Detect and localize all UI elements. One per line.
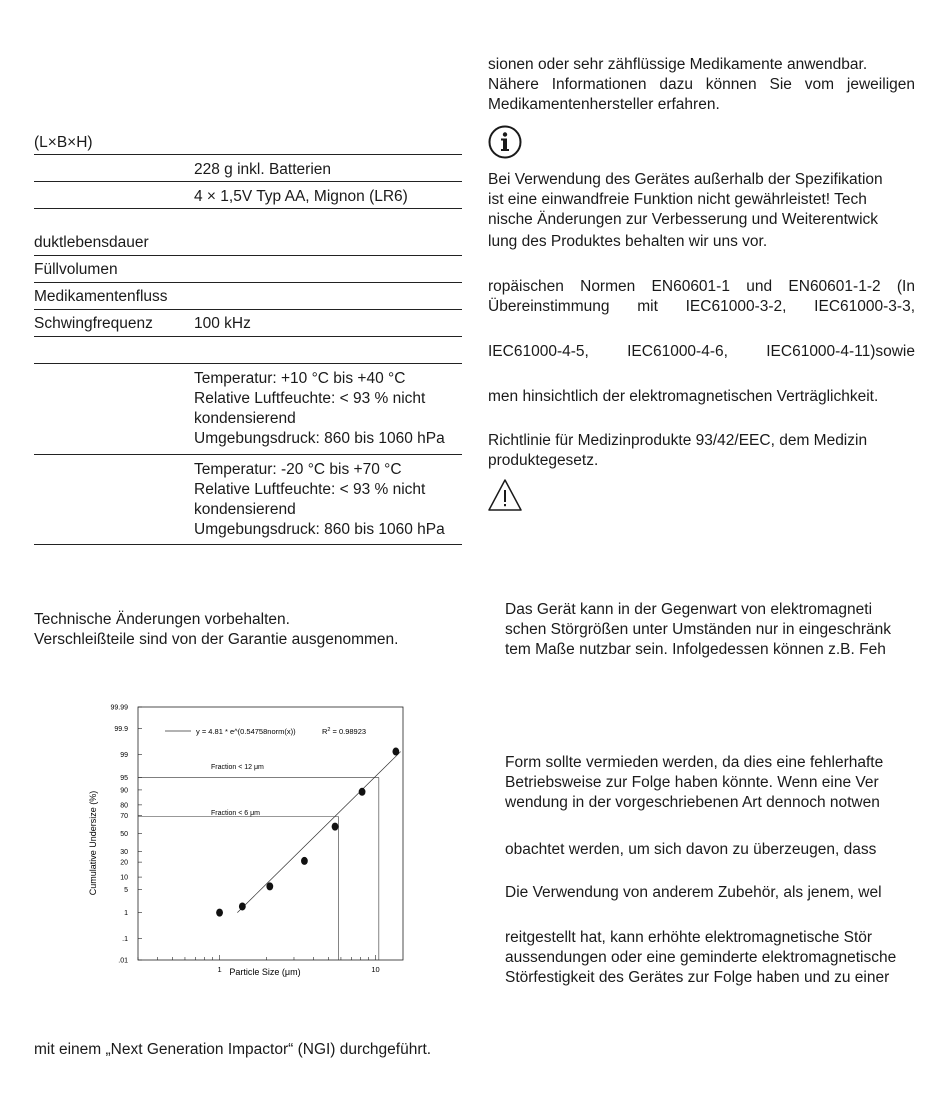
x-tick-label: 1 bbox=[217, 965, 222, 974]
info-circle-icon bbox=[487, 124, 523, 160]
y-tick-label: 99.9 bbox=[114, 725, 128, 733]
chart-reference-lines bbox=[138, 778, 379, 960]
info-line: nische Änderungen zur Verbesserung und Weiterentwick bbox=[488, 211, 879, 228]
data-point bbox=[359, 788, 366, 796]
table-rule bbox=[34, 255, 462, 256]
chart-y-label: Cumulative Undersize (%) bbox=[88, 790, 98, 896]
data-point bbox=[266, 882, 273, 890]
norms-line: men hinsichtlich der elektromagnetischen Verträglichkeit. bbox=[488, 388, 879, 405]
intro-line: Nähere Informationen dazu können Sie vom jeweiligen bbox=[488, 76, 915, 93]
emc-line: tem Maße nutzbar sein. Infolgedessen können z.B. Feh bbox=[505, 641, 886, 658]
frequency-label: Schwingfrequenz bbox=[34, 315, 153, 332]
frequency-value: 100 kHz bbox=[194, 315, 251, 332]
y-tick-label: 30 bbox=[120, 848, 128, 856]
r2-label bbox=[322, 727, 366, 736]
table-rule bbox=[34, 309, 462, 310]
directive-line: Richtlinie für Medizinprodukte 93/42/EEC, dem Medizin bbox=[488, 432, 868, 449]
emc-line: Form sollte vermieden werden, da dies eine fehlerhafte bbox=[505, 754, 884, 771]
fit-equation: y = 4.81 * e^(0.54758norm(x)) bbox=[196, 727, 296, 736]
norms-line: Übereinstimmung mit IEC61000-3-2, IEC61000-3-3, bbox=[488, 298, 915, 315]
table-rule bbox=[34, 363, 462, 364]
data-point bbox=[332, 823, 339, 831]
emc-line: wendung in der vorgeschriebenen Art dennoch notwen bbox=[505, 794, 880, 811]
table-rule bbox=[34, 181, 462, 182]
battery-value: 4 × 1,5V Typ AA, Mignon (LR6) bbox=[194, 188, 408, 205]
r2-r: R bbox=[322, 727, 328, 736]
y-tick-label: 5 bbox=[124, 886, 128, 894]
medication-flow-label: Medikamentenfluss bbox=[34, 288, 168, 305]
particle-size-chart bbox=[80, 700, 420, 1015]
r2-sup: 2 bbox=[327, 727, 331, 733]
y-tick-label: .01 bbox=[118, 957, 128, 965]
data-point bbox=[216, 909, 223, 917]
y-tick-label: 20 bbox=[120, 859, 128, 867]
table-rule bbox=[34, 154, 462, 155]
x-tick-label: 10 bbox=[371, 965, 380, 974]
chart-points bbox=[216, 748, 399, 917]
storage-conditions bbox=[194, 460, 445, 540]
storage-line: Relative Luftfeuchte: < 93 % nicht bbox=[194, 481, 426, 498]
warning-triangle-icon bbox=[487, 478, 523, 512]
y-tick-label: 99.99 bbox=[110, 704, 128, 712]
note-line: Technische Änderungen vorbehalten. bbox=[34, 611, 290, 628]
operating-conditions bbox=[194, 369, 445, 449]
emc-line: schen Störgrößen unter Umständen nur in eingeschränk bbox=[505, 621, 891, 638]
r2-value: = 0.98923 bbox=[332, 727, 367, 736]
storage-line: Umgebungsdruck: 860 bis 1060 hPa bbox=[194, 521, 445, 538]
y-tick-label: 70 bbox=[120, 813, 128, 821]
fraction-6-label: Fraction < 6 μm bbox=[211, 810, 260, 817]
weight-value: 228 g inkl. Batterien bbox=[194, 161, 332, 178]
storage-line: kondensierend bbox=[194, 501, 296, 518]
operating-line: Relative Luftfeuchte: < 93 % nicht bbox=[194, 390, 426, 407]
table-rule bbox=[34, 336, 462, 337]
dimensions-label: (L×B×H) bbox=[34, 134, 93, 151]
y-tick-label: .1 bbox=[122, 936, 128, 944]
emc-line: aussendungen oder eine geminderte elektromagnetische bbox=[505, 949, 897, 966]
plot-frame bbox=[138, 707, 403, 960]
fit-line bbox=[237, 752, 400, 913]
directive-line: produktegesetz. bbox=[488, 452, 599, 469]
y-tick-label: 50 bbox=[120, 831, 128, 838]
emc-line: Die Verwendung von anderem Zubehör, als jenem, wel bbox=[505, 884, 882, 901]
product-life-label: duktlebensdauer bbox=[34, 234, 149, 251]
emc-line: Störfestigkeit des Gerätes zur Folge haben und zu einer bbox=[505, 969, 890, 986]
table-rule bbox=[34, 544, 462, 545]
chart-caption: mit einem „Next Generation Impactor“ (NGI) durchgeführt. bbox=[34, 1041, 432, 1058]
chart-fit-line bbox=[237, 752, 400, 913]
storage-line: Temperatur: -20 °C bis +70 °C bbox=[194, 461, 402, 478]
operating-line: kondensierend bbox=[194, 410, 296, 427]
y-tick-label: 95 bbox=[120, 775, 128, 783]
fraction-12-label: Fraction < 12 μm bbox=[211, 764, 264, 771]
table-rule bbox=[34, 208, 462, 209]
data-point bbox=[239, 902, 246, 910]
table-rule bbox=[34, 454, 462, 455]
chart-axes bbox=[110, 705, 403, 975]
chart-x-label: Particle Size (μm) bbox=[229, 967, 301, 977]
intro-line: Medikamentenhersteller erfahren. bbox=[488, 96, 720, 113]
info-line: Bei Verwendung des Gerätes außerhalb der Spezifikation bbox=[488, 171, 883, 188]
y-tick-label: 90 bbox=[120, 787, 128, 795]
info-line: lung des Produktes behalten wir uns vor. bbox=[488, 233, 768, 250]
emc-line: reitgestellt hat, kann erhöhte elektromagnetische Stör bbox=[505, 929, 873, 946]
table-rule bbox=[34, 282, 462, 283]
data-point bbox=[392, 748, 399, 756]
norms-line: IEC61000-4-5, IEC61000-4-6, IEC61000-4-11)sowie bbox=[488, 343, 915, 360]
fill-volume-label: Füllvolumen bbox=[34, 261, 118, 278]
operating-line: Temperatur: +10 °C bis +40 °C bbox=[194, 370, 406, 387]
operating-line: Umgebungsdruck: 860 bis 1060 hPa bbox=[194, 430, 445, 447]
y-tick-label: 10 bbox=[120, 874, 128, 882]
emc-line: Betriebsweise zur Folge haben könnte. Wenn eine Ver bbox=[505, 774, 879, 791]
emc-line: Das Gerät kann in der Gegenwart von elektromagneti bbox=[505, 601, 873, 618]
emc-line: obachtet werden, um sich davon zu überzeugen, dass bbox=[505, 841, 877, 858]
intro-line: sionen oder sehr zähflüssige Medikamente anwendbar. bbox=[488, 56, 868, 73]
y-tick-label: 99 bbox=[120, 751, 128, 759]
y-tick-label: 1 bbox=[124, 910, 128, 918]
note-line: Verschleißteile sind von der Garantie ausgenommen. bbox=[34, 631, 399, 648]
info-line: ist eine einwandfreie Funktion nicht gewährleistet! Tech bbox=[488, 191, 867, 208]
y-tick-label: 80 bbox=[120, 802, 128, 810]
norms-line: ropäischen Normen EN60601-1 und EN60601-1-2 (In bbox=[488, 278, 915, 295]
data-point bbox=[301, 857, 308, 865]
